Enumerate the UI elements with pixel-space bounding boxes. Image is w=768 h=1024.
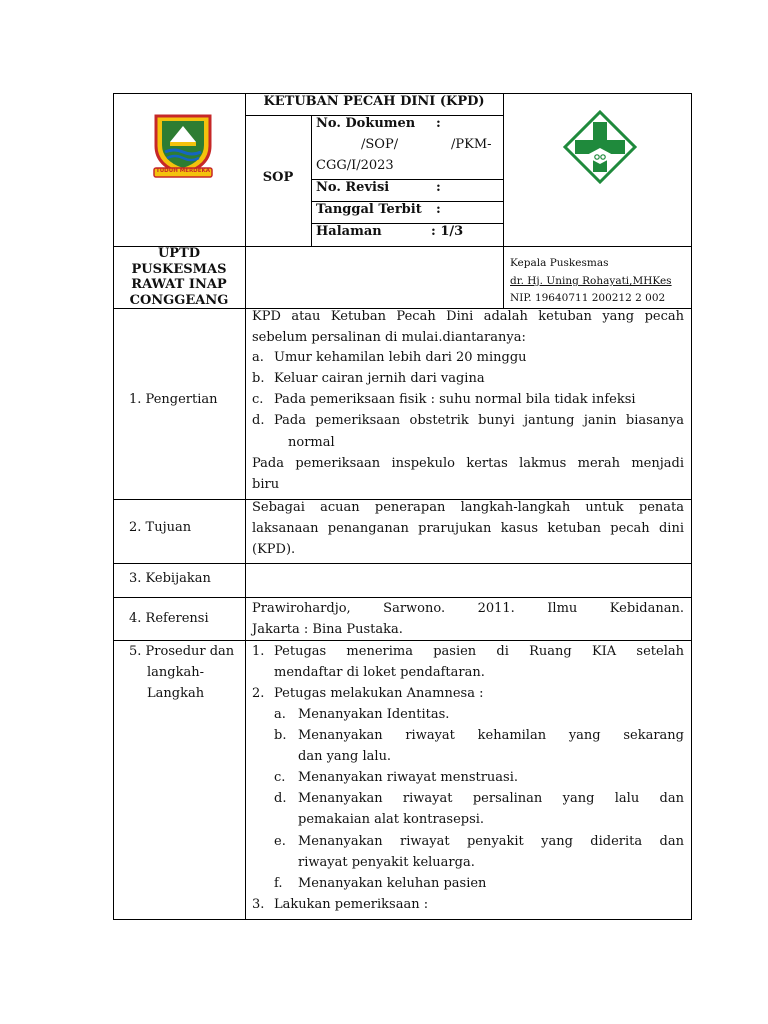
substep-f-marker: f. <box>274 876 283 891</box>
pengertian-label: 1. Pengertian <box>129 392 218 407</box>
signature-nip: NIP. 19640711 200212 2 002 <box>510 292 666 304</box>
substep-a: Menanyakan Identitas. <box>298 707 450 722</box>
pengertian-item-a: Umur kehamilan lebih dari 20 minggu <box>274 350 527 365</box>
step-2-marker: 2. <box>252 686 265 701</box>
signature-role: Kepala Puskesmas <box>510 257 609 269</box>
prosedur-label-2: langkah- <box>147 665 204 680</box>
step-2-text: Petugas melakukan Anamnesa : <box>274 686 484 701</box>
pengertian-item-c-marker: c. <box>252 392 264 407</box>
pengertian-item-d-marker: d. <box>252 413 265 428</box>
pengertian-item-b: Keluar cairan jernih dari vagina <box>274 371 485 386</box>
pengertian-intro-1: KPD atau Ketuban Pecah Dini adalah ketuban yang pecah <box>252 309 684 324</box>
no-dokumen-colon: : <box>436 116 441 131</box>
substep-c-marker: c. <box>274 770 286 785</box>
pengertian-intro-2: sebelum persalinan di mulai.diantaranya: <box>252 330 526 345</box>
substep-e-marker: e. <box>274 834 286 849</box>
logo-ribbon-text: TUDUH MERDEKA <box>155 168 211 174</box>
pengertian-item-c: Pada pemeriksaan fisik : suhu normal bila tidak infeksi <box>274 392 636 407</box>
org-line-1: UPTD <box>157 246 201 261</box>
tanggal-terbit-label: Tanggal Terbit <box>316 202 422 217</box>
no-dokumen-label: No. Dokumen <box>316 116 416 131</box>
tujuan-line-1: Sebagai acuan penerapan langkah-langkah untuk penata <box>252 500 684 515</box>
puskesmas-cross-logo <box>563 110 637 184</box>
step-3-text: Lakukan pemeriksaan : <box>274 897 429 912</box>
sop-label: SOP <box>262 170 294 185</box>
tujuan-line-2: laksanaan penanganan prarujukan kasus ketuban pecah dini <box>252 521 684 536</box>
pengertian-item-a-marker: a. <box>252 350 264 365</box>
step-1-line-2: mendaftar di loket pendaftaran. <box>274 665 485 680</box>
substep-b-line-1: Menanyakan riwayat kehamilan yang sekarang <box>298 728 684 743</box>
org-line-3: RAWAT INAP <box>131 277 227 292</box>
tujuan-line-3: (KPD). <box>252 542 296 557</box>
signature-name: dr. Hj. Uning Rohayati,MHKes <box>510 275 672 287</box>
substep-c: Menanyakan riwayat menstruasi. <box>298 770 519 785</box>
org-line-4: CONGGEANG <box>129 292 229 308</box>
halaman-value: : 1/3 <box>431 224 464 239</box>
referensi-label: 4. Referensi <box>129 611 209 626</box>
prosedur-label-3: Langkah <box>147 686 205 701</box>
pengertian-item-b-marker: b. <box>252 371 265 386</box>
no-dokumen-value-1: /SOP/ <box>361 137 399 152</box>
pengertian-closing-2: biru <box>252 477 280 492</box>
document-title: KETUBAN PECAH DINI (KPD) <box>263 94 485 109</box>
substep-d-marker: d. <box>274 791 287 806</box>
pengertian-item-d-cont: normal <box>288 435 335 450</box>
referensi-line-2: Jakarta : Bina Pustaka. <box>252 622 403 637</box>
kebijakan-label: 3. Kebijakan <box>129 571 211 586</box>
tujuan-label: 2. Tujuan <box>129 520 192 535</box>
prosedur-label-1: 5. Prosedur dan <box>129 644 235 659</box>
tanggal-terbit-colon: : <box>436 202 441 217</box>
pengertian-item-d: Pada pemeriksaan obstetrik bunyi jantung janin biasanya <box>274 413 684 428</box>
no-revisi-colon: : <box>436 180 441 195</box>
referensi-line-1: Prawirohardjo, Sarwono. 2011. Ilmu Kebidanan. <box>252 601 684 616</box>
substep-f: Menanyakan keluhan pasien <box>298 876 487 891</box>
substep-d-line-1: Menanyakan riwayat persalinan yang lalu dan <box>298 791 684 806</box>
pengertian-closing-1: Pada pemeriksaan inspekulo kertas lakmus merah menjadi <box>252 456 684 471</box>
no-revisi-label: No. Revisi <box>316 180 390 195</box>
no-dokumen-value-3: CGG/I/2023 <box>316 158 394 173</box>
substep-d-line-2: pemakaian alat kontrasepsi. <box>298 812 485 827</box>
substep-a-marker: a. <box>274 707 286 722</box>
substep-b-marker: b. <box>274 728 287 743</box>
step-1-marker: 1. <box>252 644 265 659</box>
org-name <box>113 246 245 308</box>
no-dokumen-value-2: /PKM- <box>451 137 492 152</box>
step-1-line-1: Petugas menerima pasien di Ruang KIA setelah <box>274 644 684 659</box>
org-line-2: PUSKESMAS <box>131 261 227 277</box>
substep-b-line-2: dan yang lalu. <box>298 749 392 764</box>
substep-e-line-1: Menanyakan riwayat penyakit yang diderita dan <box>298 834 684 849</box>
substep-e-line-2: riwayat penyakit keluarga. <box>298 855 475 870</box>
step-3-marker: 3. <box>252 897 265 912</box>
halaman-label: Halaman <box>316 224 382 239</box>
